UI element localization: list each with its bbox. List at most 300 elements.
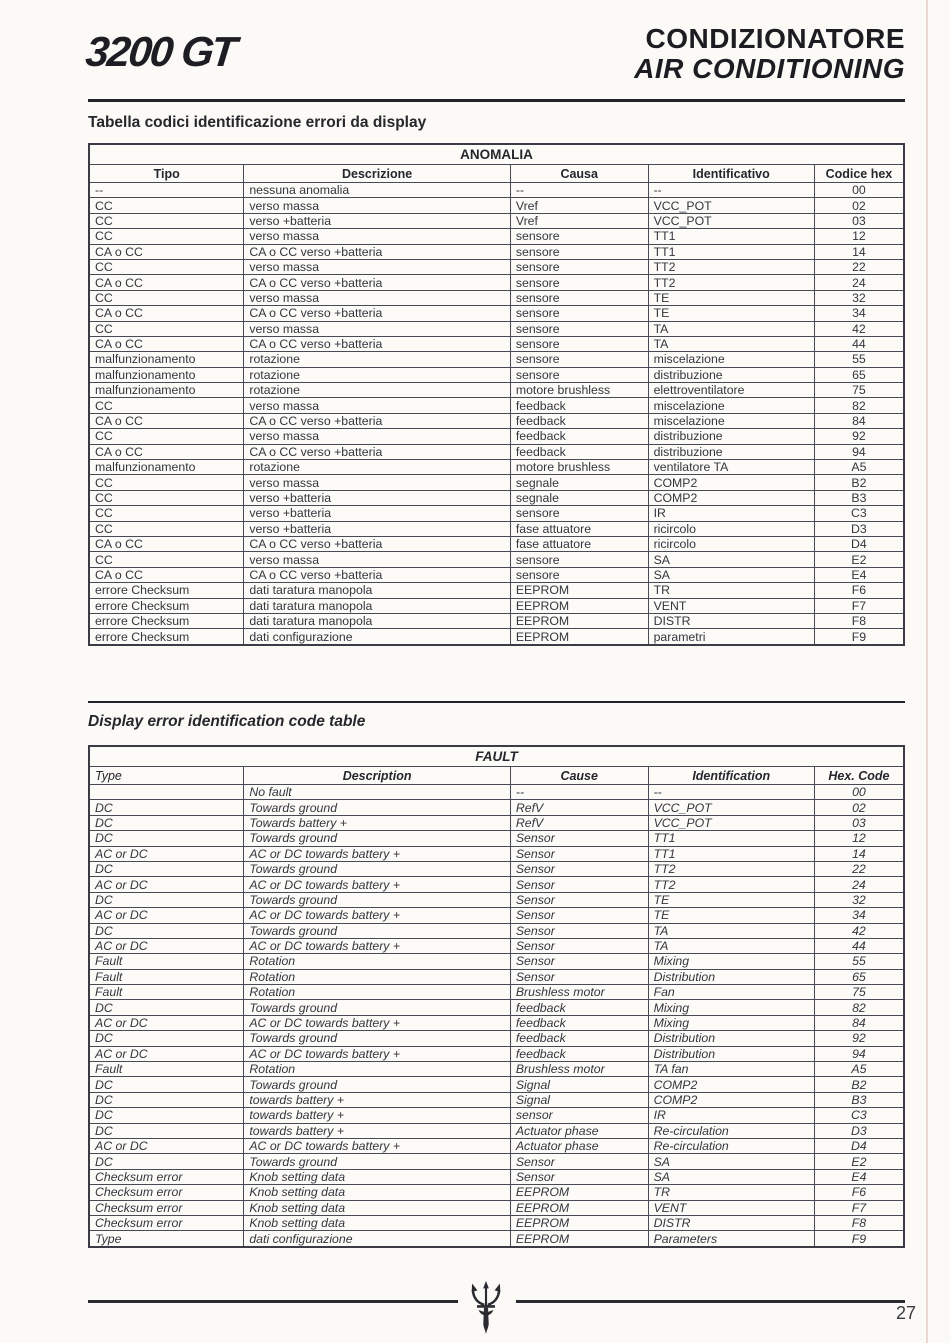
table-row: [89, 506, 904, 521]
table-cell: CC: [89, 552, 244, 567]
table-cell: sensore: [510, 306, 648, 321]
table-cell: Towards ground: [244, 1154, 511, 1169]
table-row: [89, 536, 904, 551]
table-cell: AC or DC towards battery +: [244, 846, 511, 861]
table-cell: dati taratura manopola: [244, 598, 511, 613]
page-title-italian: CONDIZIONATORE: [645, 23, 905, 54]
table-row: [89, 552, 904, 567]
table-row: [89, 908, 904, 923]
table-cell: AC or DC towards battery +: [244, 908, 511, 923]
table-cell: DC: [89, 1000, 244, 1015]
table-cell: DC: [89, 1123, 244, 1138]
table-cell: COMP2: [648, 1077, 814, 1092]
table-cell: feedback: [510, 413, 648, 428]
table-cell: sensore: [510, 290, 648, 305]
table-cell: dati configurazione: [244, 1231, 511, 1247]
table-cell: Knob setting data: [244, 1169, 511, 1184]
table-cell: Distribution: [648, 1046, 814, 1061]
table-cell: F8: [814, 1215, 904, 1230]
table-row: [89, 846, 904, 861]
table-cell: B2: [814, 1077, 904, 1092]
table-cell: sensore: [510, 275, 648, 290]
table-cell: Checksum error: [89, 1185, 244, 1200]
table-cell: TA: [648, 321, 814, 336]
table-cell: 94: [814, 1046, 904, 1061]
table-cell: AC or DC: [89, 877, 244, 892]
table-row: [89, 460, 904, 475]
table-cell: miscelazione: [648, 352, 814, 367]
footer-divider-right: [516, 1300, 905, 1303]
table-cell: sensore: [510, 552, 648, 567]
table-cell: verso massa: [244, 398, 511, 413]
table-cell: Towards ground: [244, 923, 511, 938]
table-cell: TE: [648, 908, 814, 923]
table-cell: errore Checksum: [89, 613, 244, 628]
table-cell: [89, 785, 244, 800]
table-cell: Rotation: [244, 954, 511, 969]
table-cell: sensore: [510, 229, 648, 244]
table-cell: Fan: [648, 985, 814, 1000]
table-cell: Sensor: [510, 908, 648, 923]
table-cell: Type: [89, 1231, 244, 1247]
table-row: [89, 198, 904, 213]
table-cell: Checksum error: [89, 1200, 244, 1215]
table-row: [89, 567, 904, 582]
table-cell: C3: [814, 1108, 904, 1123]
table-cell: 55: [814, 954, 904, 969]
table-header-row: [89, 165, 904, 183]
table-row: [89, 1231, 904, 1247]
table-cell: Parameters: [648, 1231, 814, 1247]
table-cell: CA o CC verso +batteria: [244, 336, 511, 351]
table-cell: Vref: [510, 198, 648, 213]
table-cell: DC: [89, 923, 244, 938]
table-cell: Sensor: [510, 861, 648, 876]
table-cell: Rotation: [244, 985, 511, 1000]
table-cell: EEPROM: [510, 1215, 648, 1230]
table-row: [89, 877, 904, 892]
table-cell: 82: [814, 398, 904, 413]
table-cell: 84: [814, 1015, 904, 1030]
table-cell: Vref: [510, 213, 648, 228]
column-header-identificativo: Identificativo: [648, 165, 814, 183]
table-cell: 75: [814, 383, 904, 398]
logo-gt-text: GT: [179, 28, 237, 75]
table-cell: sensore: [510, 336, 648, 351]
table-row: [89, 213, 904, 228]
table-cell: CA o CC: [89, 336, 244, 351]
table-cell: malfunzionamento: [89, 367, 244, 382]
table-cell: 32: [814, 290, 904, 305]
table-cell: F6: [814, 1185, 904, 1200]
table-row: [89, 1169, 904, 1184]
table-row: [89, 1215, 904, 1230]
page-title-english: AIR CONDITIONING: [634, 53, 905, 84]
table-cell: Towards ground: [244, 1077, 511, 1092]
table-cell: COMP2: [648, 1092, 814, 1107]
table-cell: DC: [89, 1092, 244, 1107]
table-cell: Towards ground: [244, 1031, 511, 1046]
table-row: [89, 429, 904, 444]
table-cell: VCC_POT: [648, 800, 814, 815]
table-cell: B3: [814, 490, 904, 505]
table-cell: VCC_POT: [648, 213, 814, 228]
table-cell: 42: [814, 923, 904, 938]
table-cell: DISTR: [648, 613, 814, 628]
table-cell: AC or DC: [89, 846, 244, 861]
table-cell: --: [89, 183, 244, 198]
table-cell: VCC_POT: [648, 198, 814, 213]
table-cell: Sensor: [510, 877, 648, 892]
table-cell: CC: [89, 475, 244, 490]
table-row: [89, 613, 904, 628]
table-cell: A5: [814, 460, 904, 475]
table-row: [89, 1138, 904, 1153]
section-divider: [88, 701, 905, 703]
table-cell: SA: [648, 567, 814, 582]
maserati-3200gt-logo: [83, 28, 236, 76]
table-row: [89, 985, 904, 1000]
table-cell: EEPROM: [510, 613, 648, 628]
table-cell: Sensor: [510, 1169, 648, 1184]
table-cell: AC or DC towards battery +: [244, 1015, 511, 1030]
table-cell: TE: [648, 290, 814, 305]
table-cell: DC: [89, 800, 244, 815]
table-cell: VCC_POT: [648, 815, 814, 830]
table-cell: sensore: [510, 321, 648, 336]
table-row: [89, 785, 904, 800]
table-cell: CA o CC: [89, 567, 244, 582]
table-cell: towards battery +: [244, 1123, 511, 1138]
table-cell: F6: [814, 583, 904, 598]
table-cell: miscelazione: [648, 413, 814, 428]
table-cell: COMP2: [648, 490, 814, 505]
table-cell: 34: [814, 908, 904, 923]
table-cell: AC or DC: [89, 1046, 244, 1061]
table-cell: VENT: [648, 1200, 814, 1215]
table-row: [89, 275, 904, 290]
column-header-descrizione: Descrizione: [244, 165, 511, 183]
table-cell: Fault: [89, 954, 244, 969]
english-section-heading: Display error identification code table: [88, 713, 366, 730]
table-cell: 84: [814, 413, 904, 428]
table-cell: feedback: [510, 1000, 648, 1015]
table-cell: 32: [814, 892, 904, 907]
table-cell: CA o CC: [89, 306, 244, 321]
table-cell: D4: [814, 1138, 904, 1153]
table-cell: rotazione: [244, 460, 511, 475]
table-title-row: [89, 144, 904, 165]
table-cell: COMP2: [648, 475, 814, 490]
table-cell: F8: [814, 613, 904, 628]
table-cell: CA o CC: [89, 536, 244, 551]
table-cell: E4: [814, 567, 904, 582]
table-row: [89, 290, 904, 305]
table-cell: TR: [648, 583, 814, 598]
table-cell: feedback: [510, 1015, 648, 1030]
table-cell: verso +batteria: [244, 506, 511, 521]
column-header-codice-hex: Codice hex: [814, 165, 904, 183]
table-cell: Checksum error: [89, 1215, 244, 1230]
table-cell: Actuator phase: [510, 1138, 648, 1153]
table-row: [89, 923, 904, 938]
table-cell: IR: [648, 1108, 814, 1123]
header-divider: [88, 99, 905, 102]
table-row: [89, 306, 904, 321]
table-row: [89, 583, 904, 598]
table-cell: Knob setting data: [244, 1215, 511, 1230]
table-cell: Checksum error: [89, 1169, 244, 1184]
table-row: [89, 954, 904, 969]
table-cell: 65: [814, 969, 904, 984]
table-cell: TT2: [648, 877, 814, 892]
table-row: [89, 815, 904, 830]
table-cell: --: [648, 183, 814, 198]
column-header-type: Type: [89, 767, 244, 785]
table-cell: TT1: [648, 831, 814, 846]
table-cell: Sensor: [510, 1154, 648, 1169]
table-cell: 14: [814, 846, 904, 861]
table-cell: AC or DC towards battery +: [244, 877, 511, 892]
table-cell: AC or DC: [89, 908, 244, 923]
table-cell: 00: [814, 785, 904, 800]
footer-divider-left: [88, 1300, 458, 1303]
table-cell: DC: [89, 1154, 244, 1169]
table-cell: Re-circulation: [648, 1138, 814, 1153]
column-header-cause: Cause: [510, 767, 648, 785]
table-cell: Sensor: [510, 954, 648, 969]
table-cell: AC or DC towards battery +: [244, 1138, 511, 1153]
table-cell: CC: [89, 213, 244, 228]
table-cell: B3: [814, 1092, 904, 1107]
table-cell: Knob setting data: [244, 1185, 511, 1200]
table-cell: errore Checksum: [89, 629, 244, 645]
table-row: [89, 1123, 904, 1138]
table-cell: verso massa: [244, 321, 511, 336]
table-cell: verso massa: [244, 429, 511, 444]
table-cell: 03: [814, 815, 904, 830]
column-header-hex-code: Hex. Code: [814, 767, 904, 785]
anomalia-table: [88, 143, 905, 646]
table-cell: motore brushless: [510, 383, 648, 398]
table-cell: CA o CC verso +batteria: [244, 306, 511, 321]
page-number: 27: [895, 1303, 916, 1323]
table-row: [89, 1000, 904, 1015]
table-cell: Mixing: [648, 1015, 814, 1030]
table-cell: EEPROM: [510, 629, 648, 645]
table-cell: Towards battery +: [244, 815, 511, 830]
table-cell: malfunzionamento: [89, 383, 244, 398]
table-cell: TE: [648, 306, 814, 321]
scan-page-edge: [926, 0, 928, 1343]
table-cell: parametri: [648, 629, 814, 645]
table-cell: DC: [89, 861, 244, 876]
table-cell: CA o CC verso +batteria: [244, 413, 511, 428]
table-row: [89, 413, 904, 428]
table-cell: Sensor: [510, 938, 648, 953]
table-cell: 42: [814, 321, 904, 336]
table-cell: CC: [89, 521, 244, 536]
table-cell: rotazione: [244, 352, 511, 367]
table-cell: Knob setting data: [244, 1200, 511, 1215]
table-cell: Towards ground: [244, 892, 511, 907]
table-row: [89, 1200, 904, 1215]
table-cell: towards battery +: [244, 1108, 511, 1123]
table-cell: 12: [814, 229, 904, 244]
table-cell: D4: [814, 536, 904, 551]
table-cell: Distribution: [648, 1031, 814, 1046]
table-cell: CA o CC verso +batteria: [244, 567, 511, 582]
table-cell: DC: [89, 892, 244, 907]
table-cell: 12: [814, 831, 904, 846]
table-cell: AC or DC: [89, 938, 244, 953]
table-cell: 44: [814, 336, 904, 351]
table-cell: verso massa: [244, 229, 511, 244]
table-row: [89, 1062, 904, 1077]
table-cell: CA o CC verso +batteria: [244, 536, 511, 551]
table-cell: CC: [89, 429, 244, 444]
table-cell: EEPROM: [510, 1200, 648, 1215]
table-cell: VENT: [648, 598, 814, 613]
table-cell: dati taratura manopola: [244, 583, 511, 598]
table-cell: F9: [814, 1231, 904, 1247]
table-cell: sensore: [510, 567, 648, 582]
table-cell: 92: [814, 1031, 904, 1046]
table-row: [89, 321, 904, 336]
table-cell: sensore: [510, 506, 648, 521]
table-cell: 65: [814, 367, 904, 382]
table-cell: sensore: [510, 259, 648, 274]
table-cell: DC: [89, 831, 244, 846]
table-cell: DC: [89, 1031, 244, 1046]
table-row: [89, 229, 904, 244]
column-header-description: Description: [244, 767, 511, 785]
table-cell: malfunzionamento: [89, 460, 244, 475]
table-cell: Fault: [89, 985, 244, 1000]
table-cell: 22: [814, 861, 904, 876]
table-cell: E2: [814, 552, 904, 567]
table-cell: Sensor: [510, 923, 648, 938]
table-cell: dati configurazione: [244, 629, 511, 645]
table-cell: RefV: [510, 800, 648, 815]
table-row: [89, 861, 904, 876]
table-cell: 92: [814, 429, 904, 444]
table-cell: 82: [814, 1000, 904, 1015]
logo-model-text: 3200: [83, 28, 174, 75]
table-cell: Distribution: [648, 969, 814, 984]
table-cell: 02: [814, 800, 904, 815]
table-cell: distribuzione: [648, 444, 814, 459]
table-row: [89, 831, 904, 846]
table-cell: CA o CC verso +batteria: [244, 244, 511, 259]
table-cell: Rotation: [244, 969, 511, 984]
table-cell: Signal: [510, 1077, 648, 1092]
table-cell: verso +batteria: [244, 521, 511, 536]
column-header-identification: Identification: [648, 767, 814, 785]
table-cell: 55: [814, 352, 904, 367]
table-cell: DC: [89, 1108, 244, 1123]
table-cell: EEPROM: [510, 1231, 648, 1247]
table-row: [89, 938, 904, 953]
table-cell: 00: [814, 183, 904, 198]
table-cell: AC or DC: [89, 1015, 244, 1030]
table-cell: TA: [648, 938, 814, 953]
table-row: [89, 598, 904, 613]
table-cell: 14: [814, 244, 904, 259]
table-cell: AC or DC towards battery +: [244, 1046, 511, 1061]
table-cell: IR: [648, 506, 814, 521]
table-cell: verso massa: [244, 475, 511, 490]
table-cell: C3: [814, 506, 904, 521]
table-cell: TR: [648, 1185, 814, 1200]
table-cell: segnale: [510, 475, 648, 490]
table-cell: --: [510, 183, 648, 198]
table-cell: E2: [814, 1154, 904, 1169]
table-cell: F7: [814, 598, 904, 613]
table-cell: CA o CC verso +batteria: [244, 275, 511, 290]
table-cell: motore brushless: [510, 460, 648, 475]
table-cell: AC or DC: [89, 1138, 244, 1153]
table-cell: verso +batteria: [244, 213, 511, 228]
table-cell: feedback: [510, 398, 648, 413]
table-cell: SA: [648, 552, 814, 567]
table-cell: D3: [814, 521, 904, 536]
table-row: [89, 1015, 904, 1030]
table-cell: Sensor: [510, 892, 648, 907]
table-cell: distribuzione: [648, 429, 814, 444]
table-row: [89, 336, 904, 351]
table-row: [89, 800, 904, 815]
table-cell: Rotation: [244, 1062, 511, 1077]
table-cell: Sensor: [510, 831, 648, 846]
table-cell: 02: [814, 198, 904, 213]
table-cell: 94: [814, 444, 904, 459]
table-cell: CA o CC: [89, 275, 244, 290]
table-row: [89, 1154, 904, 1169]
column-header-tipo: Tipo: [89, 165, 244, 183]
table-cell: TT1: [648, 846, 814, 861]
table-cell: nessuna anomalia: [244, 183, 511, 198]
table-cell: elettroventilatore: [648, 383, 814, 398]
table-cell: CC: [89, 398, 244, 413]
table-cell: feedback: [510, 1031, 648, 1046]
table-cell: SA: [648, 1154, 814, 1169]
table-cell: CC: [89, 259, 244, 274]
table-row: [89, 1077, 904, 1092]
table-cell: --: [510, 785, 648, 800]
table-row: [89, 183, 904, 198]
table-cell: DC: [89, 815, 244, 830]
table-cell: CA o CC: [89, 413, 244, 428]
table-cell: 75: [814, 985, 904, 1000]
table-cell: D3: [814, 1123, 904, 1138]
table-row: [89, 892, 904, 907]
table-cell: sensore: [510, 367, 648, 382]
table-cell: ventilatore TA: [648, 460, 814, 475]
table-row: [89, 521, 904, 536]
table-cell: CA o CC: [89, 244, 244, 259]
table-cell: verso massa: [244, 290, 511, 305]
table-cell: Re-circulation: [648, 1123, 814, 1138]
table-header-row: [89, 767, 904, 785]
table-cell: EEPROM: [510, 583, 648, 598]
table-cell: sensor: [510, 1108, 648, 1123]
table-row: [89, 629, 904, 645]
table-cell: CA o CC: [89, 444, 244, 459]
fault-table-title: FAULT: [89, 746, 904, 767]
table-cell: feedback: [510, 444, 648, 459]
table-cell: TA: [648, 336, 814, 351]
